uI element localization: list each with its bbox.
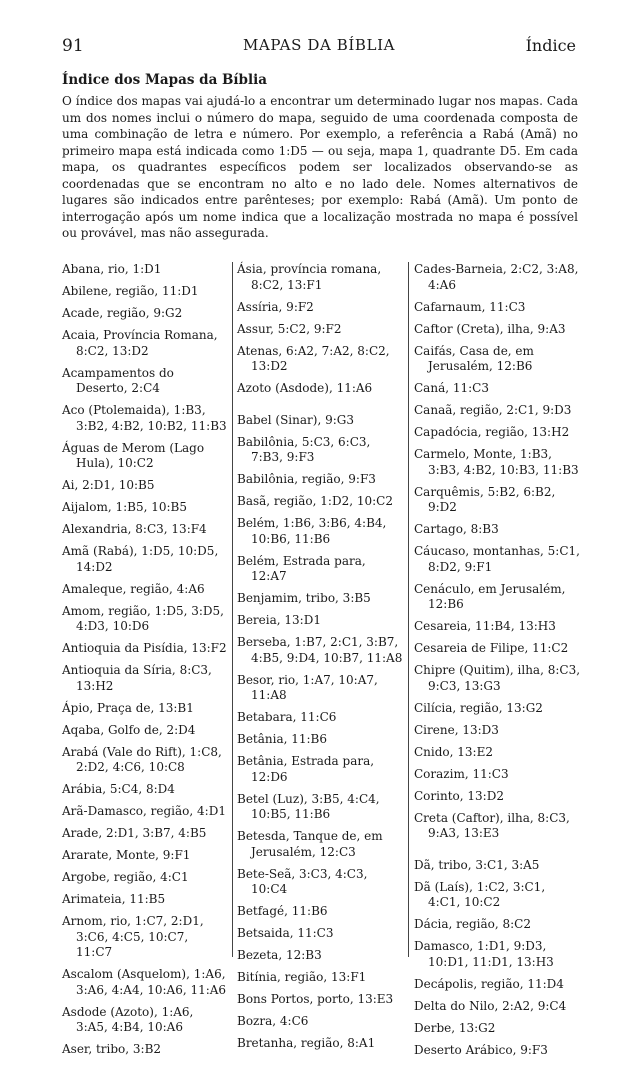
index-entry: Cesareia, 11:B4, 13:H3: [414, 619, 556, 633]
index-entry: Capadócia, região, 13:H2: [414, 425, 570, 439]
index-entry: Decápolis, região, 11:D4: [414, 976, 564, 991]
index-entry: Carquêmis, 5:B2, 6:B2, 9:D2: [414, 484, 556, 514]
index-entry: Babel (Sinar), 9:G3: [237, 412, 354, 427]
index-entry: Ásia, província romana, 8:C2, 13:F1: [237, 262, 382, 292]
index-columns: [62, 262, 581, 1057]
index-entry: Amaleque, região, 4:A6: [62, 581, 205, 596]
index-entry: Caftor (Creta), ilha, 9:A3: [414, 321, 566, 336]
index-column-2: [237, 262, 403, 1058]
index-entry: Damasco, 1:D1, 9:D3, 10:D1, 11:D1, 13:H3: [414, 939, 554, 969]
index-entry: Deserto Arábico, 9:F3: [414, 1042, 548, 1057]
index-entry: Asdode (Azoto), 1:A6, 3:A5, 4:B4, 10:A6: [62, 1004, 194, 1034]
index-entry: Aijalom, 1:B5, 10:B5: [62, 500, 187, 514]
index-entry: Basã, região, 1:D2, 10:C2: [237, 494, 393, 508]
index-entry: Arabá (Vale do Rift), 1:C8, 2:D2, 4:C6, 10:C8: [62, 744, 222, 774]
index-column-3: [414, 262, 580, 1065]
index-entry: Ai, 2:D1, 10:B5: [62, 478, 155, 492]
index-entry: Bozra, 4:C6: [237, 1014, 309, 1028]
index-column-1: [62, 262, 228, 1064]
index-entry: Cartago, 8:B3: [414, 522, 499, 536]
page-title: Índice dos Mapas da Bíblia: [62, 72, 267, 88]
index-entry: Betsaida, 11:C3: [237, 926, 334, 940]
index-entry: Delta do Nilo, 2:A2, 9:C4: [414, 998, 567, 1013]
index-entry: Assíria, 9:F2: [237, 299, 314, 314]
index-entry: Cesareia de Filipe, 11:C2: [414, 641, 569, 655]
index-entry: Babilônia, região, 9:F3: [237, 472, 376, 486]
index-entry: Cades-Barneia, 2:C2, 3:A8, 4:A6: [414, 262, 579, 292]
index-entry: Atenas, 6:A2, 7:A2, 8:C2, 13:D2: [237, 343, 390, 373]
index-entry: Dã (Laís), 1:C2, 3:C1, 4:C1, 10:C2: [414, 879, 546, 909]
index-entry: Abilene, região, 11:D1: [62, 284, 199, 298]
index-entry: Besor, rio, 1:A7, 10:A7, 11:A8: [237, 672, 378, 702]
index-entry: Benjamim, tribo, 3:B5: [237, 591, 371, 605]
section-label: Índice: [525, 36, 576, 55]
column-divider: [408, 262, 409, 957]
index-entry: Betesda, Tanque de, em Jerusalém, 12:C3: [237, 829, 383, 859]
running-header: [62, 36, 576, 60]
index-entry: Bons Portos, porto, 13:E3: [237, 992, 394, 1006]
index-entry: Caná, 11:C3: [414, 381, 489, 395]
index-entry: Aqaba, Golfo de, 2:D4: [62, 722, 196, 737]
index-entry: Arábia, 5:C4, 8:D4: [62, 782, 175, 796]
index-entry: Aser, tribo, 3:B2: [62, 1042, 162, 1056]
index-entry: Canaã, região, 2:C1, 9:D3: [414, 403, 572, 417]
intro-paragraph: O índice dos mapas vai ajudá-lo a encontrar um determinado lugar nos mapas. Cada um dos nomes inclui o número do mapa, seguido de uma coordenada composta de uma combinação de letra e número. Por exemplo, a referência a Rabá (Amã) no primeiro mapa está indicada como 1:D5 — ou seja, mapa 1, quadrante D5. Em cada mapa, os quadrantes específicos podem ser localizados observando-se as coordenadas que se encontram no alto e no lado dele. Nomes alternativos de lugares são indicados entre parênteses; por exemplo: Rabá (Amã). Um ponto de interrogação após um nome indica que a localização mostrada no mapa é possível ou provável, mas não assegurada.: [62, 94, 578, 240]
index-entry: Arnom, rio, 1:C7, 2:D1, 3:C6, 4:C5, 10:C7, 11:C7: [62, 914, 204, 959]
index-entry: Cenáculo, em Jerusalém, 12:B6: [414, 581, 566, 611]
index-entry: Derbe, 13:G2: [414, 1020, 496, 1035]
index-entry: Arimateia, 11:B5: [62, 892, 166, 906]
index-entry: Belém, 1:B6, 3:B6, 4:B4, 10:B6, 11:B6: [237, 516, 387, 546]
index-entry: Creta (Caftor), ilha, 8:C3, 9:A3, 13:E3: [414, 810, 570, 840]
index-entry: Abana, rio, 1:D1: [62, 262, 162, 276]
index-entry: Antioquia da Síria, 8:C3, 13:H2: [62, 663, 212, 693]
index-entry: Dã, tribo, 3:C1, 3:A5: [414, 857, 540, 872]
page-number: 91: [62, 36, 84, 56]
index-entry: Belém, Estrada para, 12:A7: [237, 553, 366, 583]
index-entry: Cilícia, região, 13:G2: [414, 700, 543, 715]
index-entry: Cafarnaum, 11:C3: [414, 299, 526, 314]
index-entry: Bezeta, 12:B3: [237, 948, 322, 962]
index-entry: Betabara, 11:C6: [237, 710, 337, 724]
index-entry: Carmelo, Monte, 1:B3, 3:B3, 4:B2, 10:B3, 11:B3: [414, 447, 579, 477]
index-entry: Assur, 5:C2, 9:F2: [237, 321, 342, 336]
index-entry: Bereia, 13:D1: [237, 613, 321, 627]
index-entry: Betfagé, 11:B6: [237, 904, 328, 918]
index-entry: Arade, 2:D1, 3:B7, 4:B5: [62, 826, 207, 840]
index-entry: Antioquia da Pisídia, 13:F2: [62, 641, 227, 655]
index-entry: Chipre (Quitim), ilha, 8:C3, 9:C3, 13:G3: [414, 663, 581, 693]
index-entry: Argobe, região, 4:C1: [62, 870, 189, 884]
index-entry: Acaia, Província Romana, 8:C2, 13:D2: [62, 328, 218, 358]
index-entry: Betânia, Estrada para, 12:D6: [237, 754, 375, 784]
running-title: MAPAS DA BÍBLIA: [242, 36, 396, 54]
index-entry: Amom, região, 1:D5, 3:D5, 4:D3, 10:D6: [62, 603, 224, 633]
index-entry: Cirene, 13:D3: [414, 722, 499, 737]
index-entry: Ararate, Monte, 9:F1: [62, 848, 191, 862]
index-entry: Amã (Rabá), 1:D5, 10:D5, 14:D2: [62, 544, 219, 574]
index-entry: Dácia, região, 8:C2: [414, 917, 531, 931]
index-entry: Corinto, 13:D2: [414, 788, 504, 803]
index-entry: Arã-Damasco, região, 4:D1: [62, 804, 226, 818]
index-entry: Acampamentos do Deserto, 2:C4: [62, 365, 174, 395]
index-entry: Bretanha, região, 8:A1: [237, 1036, 376, 1050]
index-entry: Cnido, 13:E2: [414, 744, 493, 759]
index-entry: Babilônia, 5:C3, 6:C3, 7:B3, 9:F3: [237, 434, 371, 464]
index-entry: Cáucaso, montanhas, 5:C1, 8:D2, 9:F1: [414, 544, 580, 574]
index-entry: Bete-Seã, 3:C3, 4:C3, 10:C4: [237, 866, 368, 896]
index-entry: Alexandria, 8:C3, 13:F4: [62, 522, 207, 536]
index-entry: Corazim, 11:C3: [414, 766, 509, 781]
index-entry: Betânia, 11:B6: [237, 732, 328, 746]
index-entry: Acade, região, 9:G2: [62, 306, 183, 320]
index-entry: Ascalom (Asquelom), 1:A6, 3:A6, 4:A4, 10:A6, 11:A6: [62, 967, 227, 997]
index-entry: Águas de Merom (Lago Hula), 10:C2: [62, 440, 205, 470]
index-entry: Caifás, Casa de, em Jerusalém, 12:B6: [414, 343, 534, 373]
column-divider: [232, 262, 233, 957]
index-entry: Berseba, 1:B7, 2:C1, 3:B7, 4:B5, 9:D4, 10:B7, 11:A8: [237, 635, 403, 665]
index-entry: Aco (Ptolemaida), 1:B3, 3:B2, 4:B2, 10:B2, 11:B3: [62, 403, 227, 433]
index-entry: Betel (Luz), 3:B5, 4:C4, 10:B5, 11:B6: [237, 791, 380, 821]
index-entry: Ápio, Praça de, 13:B1: [62, 700, 194, 715]
index-entry: Bitínia, região, 13:F1: [237, 970, 367, 984]
index-entry: Azoto (Asdode), 11:A6: [237, 381, 373, 395]
